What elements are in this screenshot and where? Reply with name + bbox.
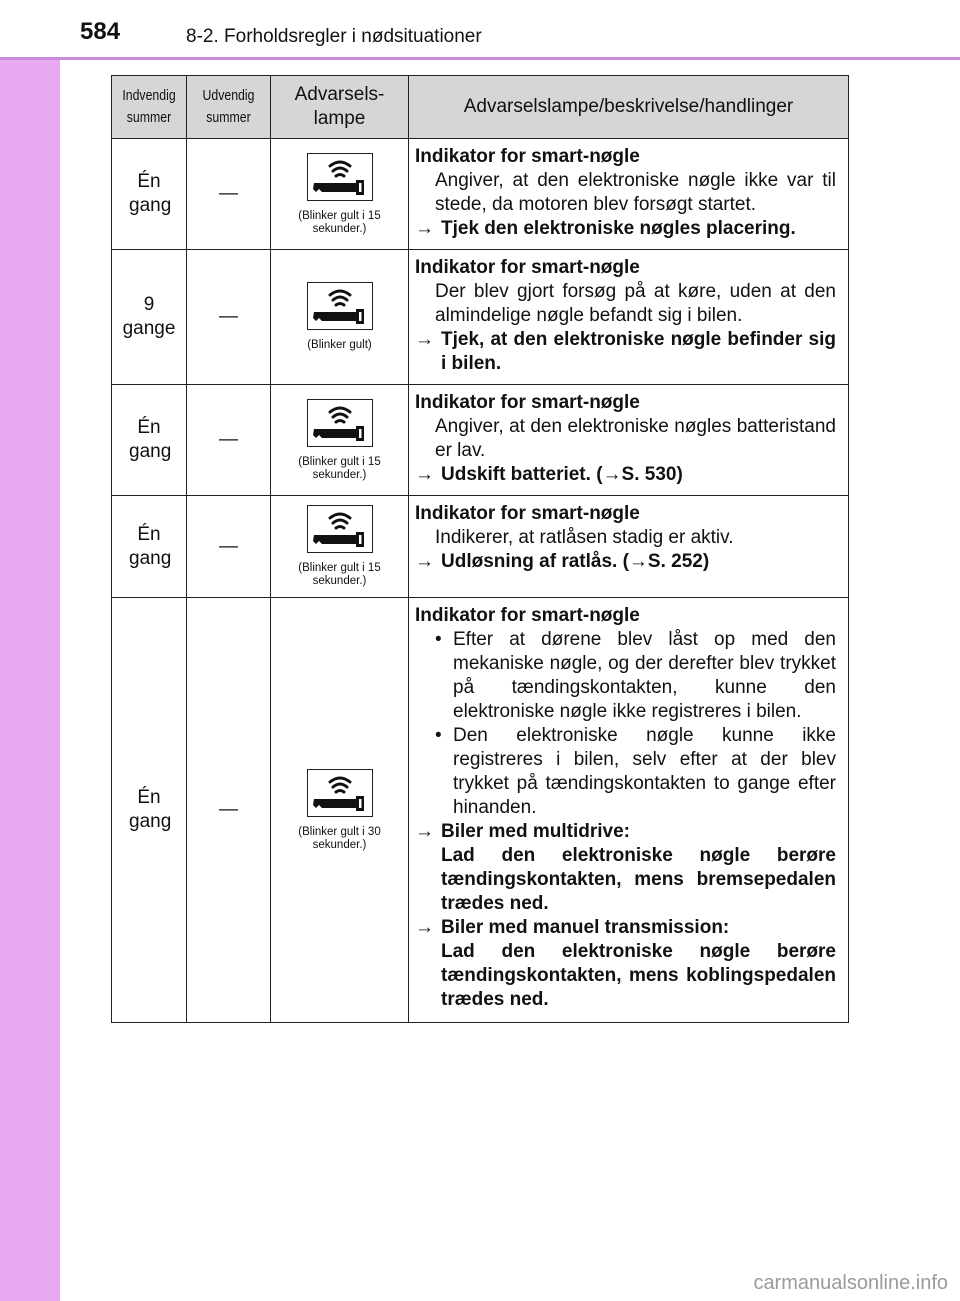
description-text: Indikerer, at ratlåsen stadig er aktiv. [435,527,734,548]
action-detail: Lad den elektroniske nøgle berøre tændingskontakten, mens bremsepedalen trædes ned. [441,845,836,914]
header-indoor-buzzer: Indvendig summer [112,76,187,139]
indicator-title: Indikator for smart-nøgle [415,257,640,278]
lamp-cell [271,598,409,1023]
indicator-title: Indikator for smart-nøgle [415,146,640,167]
lamp-cell [271,496,409,598]
outdoor-buzzer-cell: — [187,250,271,385]
lamp-caption: (Blinker gult) [307,339,372,351]
table-row [112,496,849,598]
indicator-title: Indikator for smart-nøgle [415,392,640,413]
indicator-title: Indikator for smart-nøgle [415,503,640,524]
indoor-buzzer-cell: Én gang [112,139,187,250]
warning-table [111,75,849,1023]
description-cell [409,496,849,598]
table-header-row [112,76,849,139]
bullet-icon: • [435,725,442,746]
header-warning-lamp: Advarsels-lampe [271,76,409,139]
lamp-cell [271,139,409,250]
arrow-icon: → [415,821,434,842]
smart-key-icon [307,769,373,817]
arrow-icon: → [415,464,434,485]
page-number: 584 [80,18,121,45]
outdoor-buzzer-cell: — [187,598,271,1023]
description-text: Angiver, at den elektroniske nøgles batteristand er lav. [435,416,836,461]
outdoor-buzzer-cell: — [187,385,271,496]
arrow-icon: → [415,551,434,572]
action-detail: Lad den elektroniske nøgle berøre tændingskontakten, mens koblingspedalen trædes ned. [441,941,836,1010]
chapter-sidebar [0,0,60,1301]
footer-watermark: carmanualsonline.info [753,1272,948,1294]
indoor-buzzer-cell: Én gang [112,385,187,496]
table-row [112,385,849,496]
indicator-title: Indikator for smart-nøgle [415,605,640,626]
action-line: → Udskift batteriet. (→S. 530) [415,464,683,485]
table-row [112,598,849,1023]
smart-key-icon [307,399,373,447]
header-description: Advarselslampe/beskrivelse/handlinger [409,76,849,139]
lamp-caption: (Blinker gult i 15 sekunder.) [298,455,381,481]
description-text: Angiver, at den elektroniske nøgle ikke var til stede, da motoren blev forsøgt startet. [435,170,836,215]
lamp-caption: (Blinker gult i 30 sekunder.) [298,825,381,851]
action-line: → Tjek den elektroniske nøgles placering. [415,218,796,239]
lamp-cell [271,385,409,496]
arrow-icon: → [415,917,434,938]
indoor-buzzer-cell: Én gang [112,496,187,598]
action-line: → Biler med manuel transmission: [415,917,730,938]
lamp-cell [271,250,409,385]
action-line: → Udløsning af ratlås. (→S. 252) [415,551,710,572]
description-cell [409,385,849,496]
action-line: → Biler med multidrive: [415,821,630,842]
smart-key-icon [307,153,373,201]
section-title: 8-2. Forholdsregler i nødsituationer [186,26,482,47]
table-row [112,250,849,385]
description-text: Der blev gjort forsøg på at køre, uden at den almindelige nøgle befandt sig i bilen. [435,281,836,326]
table-row [112,139,849,250]
header-rule [0,57,960,60]
description-cell [409,598,849,1023]
bullet-item: • Den elektroniske nøgle kunne ikke registreres i bilen, selv efter at der blev trykket på tændingskontakten to gange efter hinanden. [435,725,836,818]
indoor-buzzer-cell: 9 gange [112,250,187,385]
smart-key-icon [307,505,373,553]
bullet-item: • Efter at dørene blev låst op med den mekaniske nøgle, og der derefter blev trykket på tændingskontakten, kunne den elektroniske nøgle ikke registreres i bilen. [435,629,836,722]
description-cell [409,139,849,250]
indoor-buzzer-cell: Én gang [112,598,187,1023]
arrow-icon: → [415,329,434,350]
lamp-caption: (Blinker gult i 15 sekunder.) [298,562,381,587]
description-cell [409,250,849,385]
outdoor-buzzer-cell: — [187,139,271,250]
outdoor-buzzer-cell: — [187,496,271,598]
lamp-caption: (Blinker gult i 15 sekunder.) [298,209,381,235]
action-line: → Tjek, at den elektroniske nøgle befinder sig i bilen. [415,329,836,374]
bullet-icon: • [435,629,442,650]
smart-key-icon [307,282,373,330]
arrow-icon: → [415,218,434,239]
header-outdoor-buzzer: Udvendig summer [187,76,271,139]
